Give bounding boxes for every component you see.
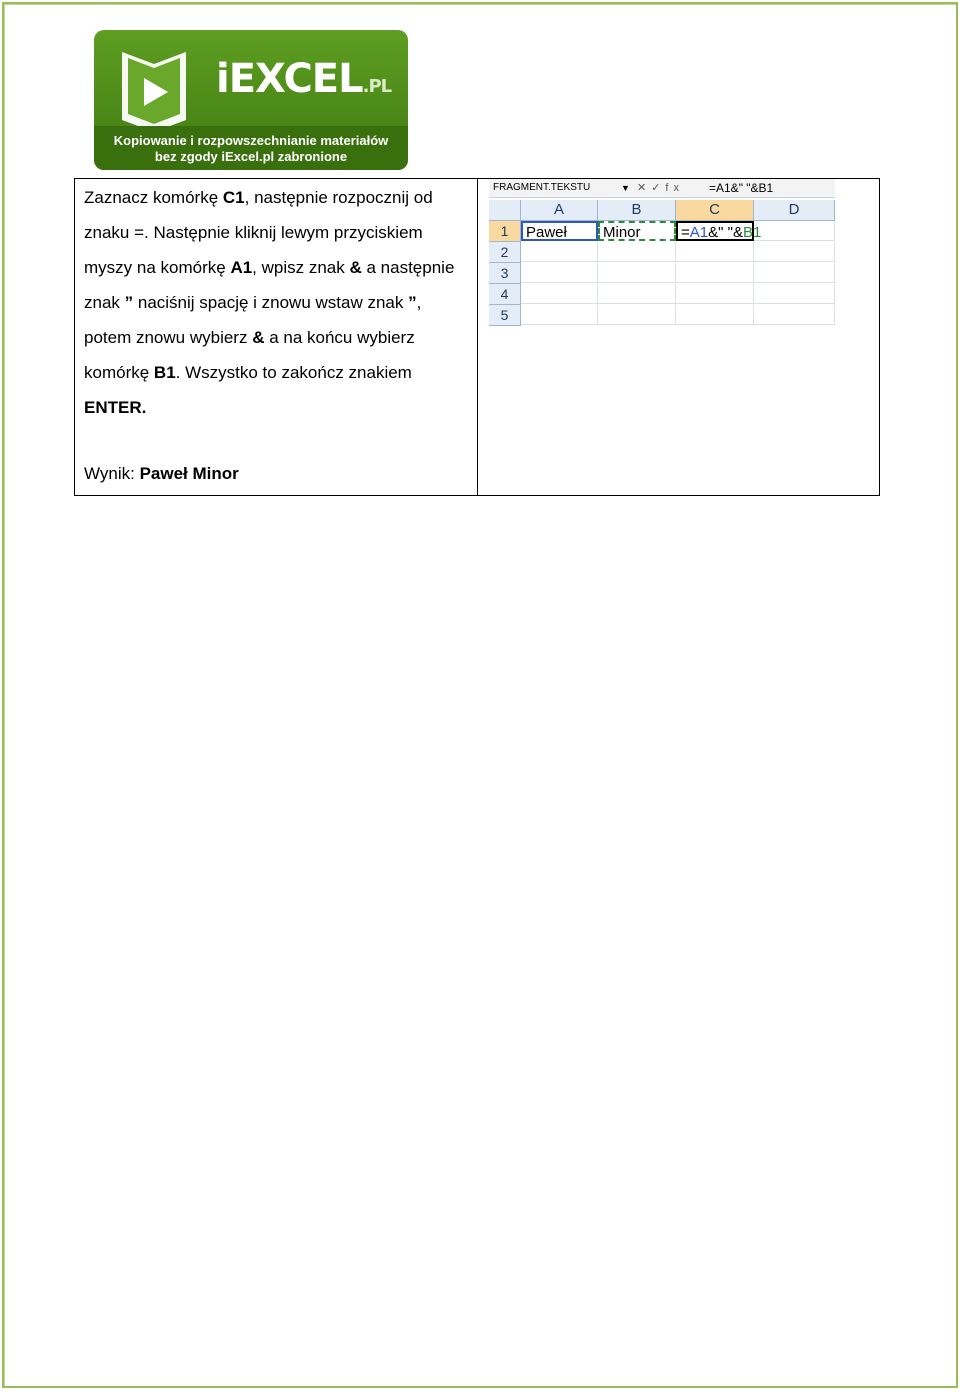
logo-brand-suffix: .PL [362,76,392,97]
book-play-icon [114,42,194,132]
cell[interactable] [598,263,676,283]
formula-bar [489,179,835,198]
excel-screenshot [489,179,835,329]
instruction-line: potem znowu wybierz & a na końcu wybierz [84,328,415,347]
instruction-line: myszy na komórkę A1, wpisz znak & a następnie [84,258,455,277]
cell[interactable] [754,263,835,283]
cell-a1[interactable]: Paweł [521,221,598,241]
row-header-1[interactable]: 1 [489,221,521,242]
logo-notice-line-1: Kopiowanie i rozpowszechnianie materiałów [113,133,389,148]
cell-b1[interactable]: Minor [598,221,676,241]
cell[interactable] [598,242,676,262]
result-label: Wynik: [84,464,140,483]
formula-bar-icons[interactable]: ✕✓fx [637,182,684,194]
cell[interactable] [521,242,598,262]
result-line [84,456,239,491]
instruction-table [74,178,880,496]
logo-brand-main: iEXCEL [216,56,363,102]
cell[interactable] [521,263,598,283]
name-box[interactable]: FRAGMENT.TEKSTU [493,182,591,193]
instruction-text [84,180,474,425]
cell-c1[interactable]: =A1&" "&B1 [676,221,754,241]
iexcel-logo [94,30,408,170]
logo-notice-line-2: bez zgody iExcel.pl zabronione [154,149,348,164]
column-header-a[interactable]: A [521,200,598,221]
cell[interactable] [676,284,754,304]
column-header-c[interactable]: C [676,200,754,221]
cell[interactable] [598,305,676,325]
chevron-down-icon[interactable]: ▼ [621,183,630,193]
instruction-line: ENTER. [84,398,147,417]
instruction-line: znaku =. Następnie kliknij lewym przyciskiem [84,223,423,242]
select-all-corner[interactable] [489,200,521,221]
row-header-5[interactable]: 5 [489,305,521,326]
cell[interactable] [521,305,598,325]
result-value: Paweł Minor [139,464,239,483]
row-header-4[interactable]: 4 [489,284,521,305]
logo-brand [216,56,391,102]
column-header-b[interactable]: B [598,200,676,221]
instruction-line: Zaznacz komórkę C1, następnie rozpocznij od [84,188,433,207]
column-header-d[interactable]: D [754,200,835,221]
row-header-2[interactable]: 2 [489,242,521,263]
cell[interactable] [676,305,754,325]
instruction-line: znak ” naciśnij spację i znowu wstaw znak ”, [84,293,422,312]
table-divider [477,179,478,495]
cell[interactable] [754,284,835,304]
row-header-3[interactable]: 3 [489,263,521,284]
cell[interactable] [521,284,598,304]
cell[interactable] [598,284,676,304]
formula-input[interactable]: =A1&" "&B1 [709,181,774,195]
cell[interactable] [754,305,835,325]
cell[interactable] [754,242,835,262]
instruction-line: komórkę B1. Wszystko to zakończ znakiem [84,363,412,382]
cell[interactable] [676,263,754,283]
cell-d1[interactable] [754,221,835,241]
cell[interactable] [676,242,754,262]
